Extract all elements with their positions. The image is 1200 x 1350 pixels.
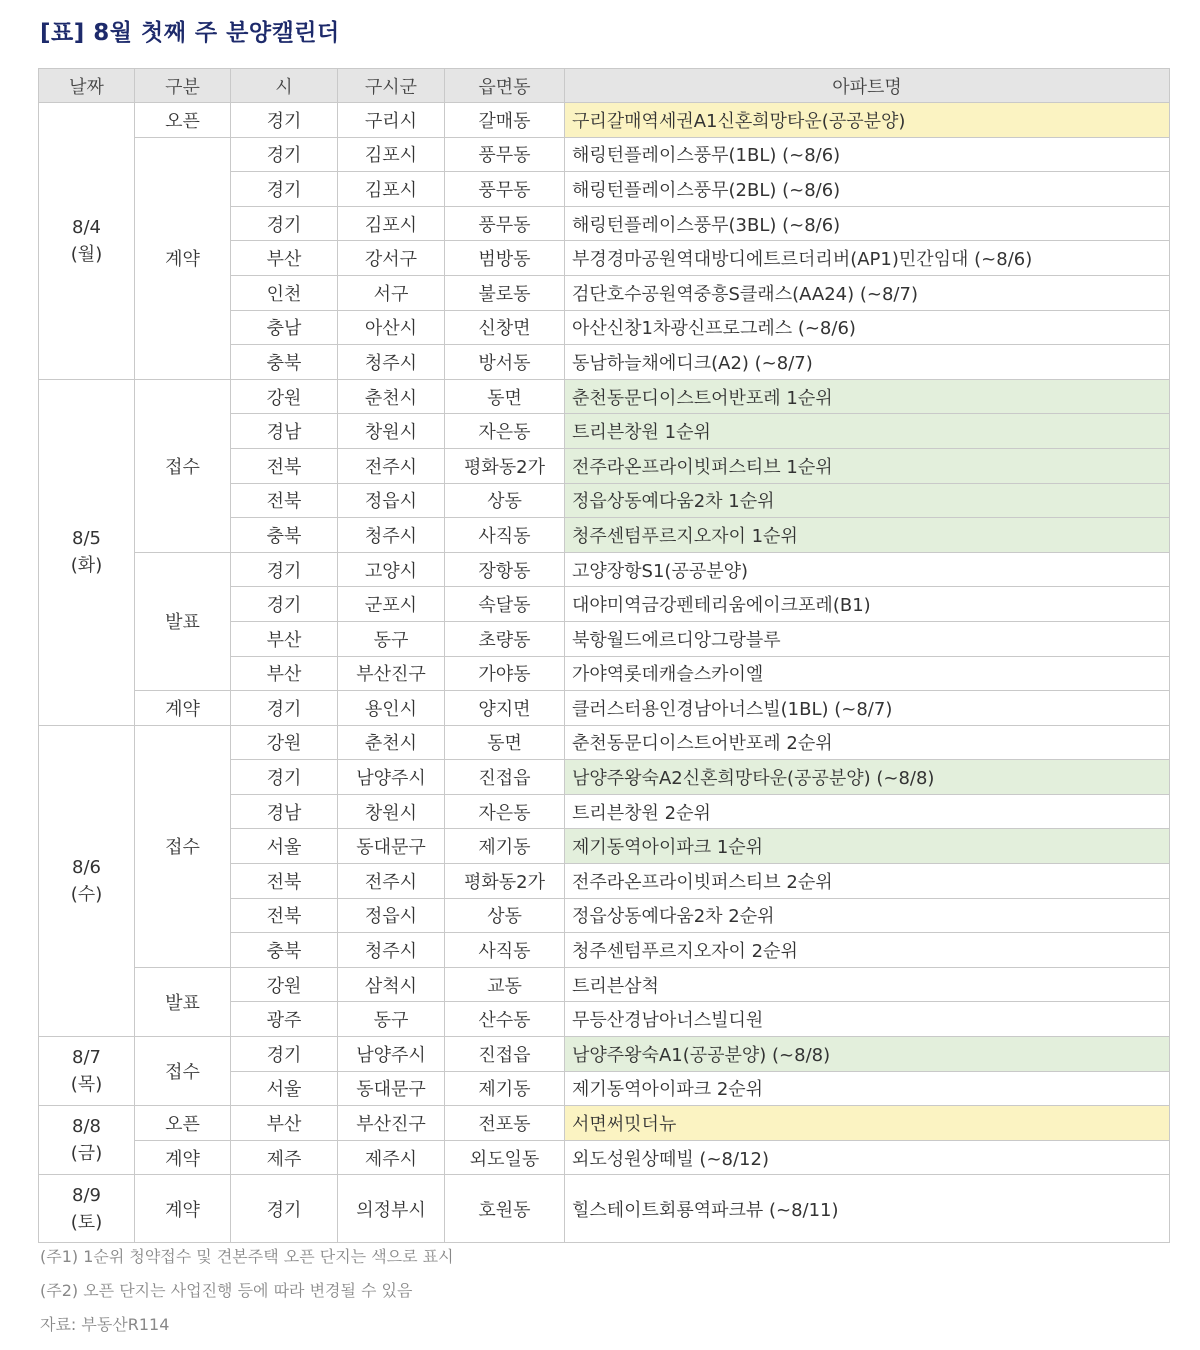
apartment-cell: 무등산경남아너스빌디원 bbox=[565, 1002, 1170, 1037]
table-row bbox=[39, 379, 1170, 414]
town-cell: 산수동 bbox=[445, 1002, 565, 1037]
district-cell: 정읍시 bbox=[338, 483, 445, 518]
date-cell: 8/6 (수) bbox=[39, 725, 135, 1036]
district-cell: 춘천시 bbox=[338, 379, 445, 414]
apartment-cell: 해링턴플레이스풍무(3BL) (~8/6) bbox=[565, 206, 1170, 241]
table-row bbox=[39, 1175, 1170, 1243]
type-cell: 접수 bbox=[135, 725, 231, 967]
apartment-cell: 청주센텀푸르지오자이 2순위 bbox=[565, 933, 1170, 968]
province-cell: 경기 bbox=[231, 206, 338, 241]
province-cell: 경기 bbox=[231, 760, 338, 795]
province-cell: 부산 bbox=[231, 1106, 338, 1141]
header-type: 구분 bbox=[135, 69, 231, 103]
district-cell: 고양시 bbox=[338, 552, 445, 587]
town-cell: 자은동 bbox=[445, 794, 565, 829]
district-cell: 동구 bbox=[338, 621, 445, 656]
province-cell: 제주 bbox=[231, 1140, 338, 1175]
apartment-cell: 정읍상동예다움2차 1순위 bbox=[565, 483, 1170, 518]
province-cell: 부산 bbox=[231, 621, 338, 656]
apartment-cell: 청주센텀푸르지오자이 1순위 bbox=[565, 518, 1170, 553]
district-cell: 서구 bbox=[338, 275, 445, 310]
apartment-cell: 서면써밋더뉴 bbox=[565, 1106, 1170, 1141]
type-cell: 계약 bbox=[135, 691, 231, 726]
apartment-cell: 힐스테이트회룡역파크뷰 (~8/11) bbox=[565, 1175, 1170, 1243]
province-cell: 광주 bbox=[231, 1002, 338, 1037]
table-title: [표] 8월 첫째 주 분양캘린더 bbox=[40, 20, 340, 46]
subscription-calendar-table bbox=[38, 68, 1170, 1243]
province-cell: 서울 bbox=[231, 1071, 338, 1106]
table-row bbox=[39, 1140, 1170, 1175]
district-cell: 정읍시 bbox=[338, 898, 445, 933]
apartment-cell: 해링턴플레이스풍무(2BL) (~8/6) bbox=[565, 172, 1170, 207]
town-cell: 자은동 bbox=[445, 414, 565, 449]
header-town: 읍면동 bbox=[445, 69, 565, 103]
province-cell: 전북 bbox=[231, 898, 338, 933]
type-cell: 접수 bbox=[135, 379, 231, 552]
district-cell: 제주시 bbox=[338, 1140, 445, 1175]
apartment-cell: 제기동역아이파크 2순위 bbox=[565, 1071, 1170, 1106]
type-cell: 오픈 bbox=[135, 103, 231, 138]
town-cell: 불로동 bbox=[445, 275, 565, 310]
apartment-cell: 전주라온프라이빗퍼스티브 1순위 bbox=[565, 448, 1170, 483]
footnotes bbox=[40, 1240, 454, 1342]
footnote-1: (주1) 1순위 청약접수 및 견본주택 오픈 단지는 색으로 표시 bbox=[40, 1247, 454, 1266]
district-cell: 군포시 bbox=[338, 587, 445, 622]
apartment-cell: 외도성원상떼빌 (~8/12) bbox=[565, 1140, 1170, 1175]
district-cell: 창원시 bbox=[338, 794, 445, 829]
table-row bbox=[39, 552, 1170, 587]
town-cell: 풍무동 bbox=[445, 137, 565, 172]
type-cell: 오픈 bbox=[135, 1106, 231, 1141]
district-cell: 전주시 bbox=[338, 864, 445, 899]
province-cell: 경기 bbox=[231, 1037, 338, 1072]
district-cell: 동대문구 bbox=[338, 1071, 445, 1106]
apartment-cell: 해링턴플레이스풍무(1BL) (~8/6) bbox=[565, 137, 1170, 172]
apartment-cell: 남양주왕숙A1(공공분양) (~8/8) bbox=[565, 1037, 1170, 1072]
district-cell: 구리시 bbox=[338, 103, 445, 138]
district-cell: 전주시 bbox=[338, 448, 445, 483]
province-cell: 경남 bbox=[231, 794, 338, 829]
province-cell: 부산 bbox=[231, 241, 338, 276]
apartment-cell: 검단호수공원역중흥S클래스(AA24) (~8/7) bbox=[565, 275, 1170, 310]
apartment-cell: 정읍상동예다움2차 2순위 bbox=[565, 898, 1170, 933]
date-cell: 8/8 (금) bbox=[39, 1106, 135, 1175]
district-cell: 춘천시 bbox=[338, 725, 445, 760]
apartment-cell: 부경경마공원역대방디에트르더리버(AP1)민간임대 (~8/6) bbox=[565, 241, 1170, 276]
date-cell: 8/9 (토) bbox=[39, 1175, 135, 1243]
province-cell: 서울 bbox=[231, 829, 338, 864]
province-cell: 강원 bbox=[231, 725, 338, 760]
district-cell: 아산시 bbox=[338, 310, 445, 345]
town-cell: 동면 bbox=[445, 379, 565, 414]
apartment-cell: 제기동역아이파크 1순위 bbox=[565, 829, 1170, 864]
date-cell: 8/7 (목) bbox=[39, 1037, 135, 1106]
apartment-cell: 동남하늘채에디크(A2) (~8/7) bbox=[565, 345, 1170, 380]
apartment-cell: 가야역롯데캐슬스카이엘 bbox=[565, 656, 1170, 691]
town-cell: 초량동 bbox=[445, 621, 565, 656]
town-cell: 제기동 bbox=[445, 829, 565, 864]
town-cell: 사직동 bbox=[445, 518, 565, 553]
type-cell: 계약 bbox=[135, 137, 231, 379]
district-cell: 동대문구 bbox=[338, 829, 445, 864]
town-cell: 속달동 bbox=[445, 587, 565, 622]
district-cell: 강서구 bbox=[338, 241, 445, 276]
town-cell: 평화동2가 bbox=[445, 448, 565, 483]
province-cell: 충북 bbox=[231, 518, 338, 553]
apartment-cell: 북항월드에르디앙그랑블루 bbox=[565, 621, 1170, 656]
district-cell: 청주시 bbox=[338, 345, 445, 380]
district-cell: 남양주시 bbox=[338, 760, 445, 795]
province-cell: 경기 bbox=[231, 587, 338, 622]
province-cell: 전북 bbox=[231, 448, 338, 483]
apartment-cell: 클러스터용인경남아너스빌(1BL) (~8/7) bbox=[565, 691, 1170, 726]
province-cell: 전북 bbox=[231, 483, 338, 518]
town-cell: 상동 bbox=[445, 483, 565, 518]
apartment-cell: 춘천동문디이스트어반포레 1순위 bbox=[565, 379, 1170, 414]
header-district: 구시군 bbox=[338, 69, 445, 103]
town-cell: 범방동 bbox=[445, 241, 565, 276]
province-cell: 경기 bbox=[231, 691, 338, 726]
town-cell: 교동 bbox=[445, 967, 565, 1002]
table-row bbox=[39, 1106, 1170, 1141]
town-cell: 전포동 bbox=[445, 1106, 565, 1141]
province-cell: 부산 bbox=[231, 656, 338, 691]
district-cell: 부산진구 bbox=[338, 656, 445, 691]
province-cell: 경남 bbox=[231, 414, 338, 449]
apartment-cell: 구리갈매역세권A1신혼희망타운(공공분양) bbox=[565, 103, 1170, 138]
district-cell: 김포시 bbox=[338, 206, 445, 241]
town-cell: 풍무동 bbox=[445, 206, 565, 241]
type-cell: 발표 bbox=[135, 967, 231, 1036]
table-row bbox=[39, 137, 1170, 172]
district-cell: 청주시 bbox=[338, 518, 445, 553]
province-cell: 경기 bbox=[231, 552, 338, 587]
apartment-cell: 전주라온프라이빗퍼스티브 2순위 bbox=[565, 864, 1170, 899]
province-cell: 전북 bbox=[231, 864, 338, 899]
table-row bbox=[39, 1037, 1170, 1072]
town-cell: 동면 bbox=[445, 725, 565, 760]
district-cell: 동구 bbox=[338, 1002, 445, 1037]
district-cell: 용인시 bbox=[338, 691, 445, 726]
header-province: 시 bbox=[231, 69, 338, 103]
town-cell: 상동 bbox=[445, 898, 565, 933]
footnote-2: (주2) 오픈 단지는 사업진행 등에 따라 변경될 수 있음 bbox=[40, 1281, 413, 1300]
district-cell: 창원시 bbox=[338, 414, 445, 449]
town-cell: 외도일동 bbox=[445, 1140, 565, 1175]
table-row bbox=[39, 103, 1170, 138]
date-cell: 8/5 (화) bbox=[39, 379, 135, 725]
province-cell: 충남 bbox=[231, 310, 338, 345]
district-cell: 김포시 bbox=[338, 137, 445, 172]
apartment-cell: 남양주왕숙A2신혼희망타운(공공분양) (~8/8) bbox=[565, 760, 1170, 795]
table-header-row bbox=[39, 69, 1170, 103]
type-cell: 발표 bbox=[135, 552, 231, 690]
apartment-cell: 트리븐창원 1순위 bbox=[565, 414, 1170, 449]
header-date: 날짜 bbox=[39, 69, 135, 103]
type-cell: 계약 bbox=[135, 1175, 231, 1243]
province-cell: 경기 bbox=[231, 1175, 338, 1243]
town-cell: 장항동 bbox=[445, 552, 565, 587]
town-cell: 풍무동 bbox=[445, 172, 565, 207]
province-cell: 경기 bbox=[231, 172, 338, 207]
town-cell: 평화동2가 bbox=[445, 864, 565, 899]
apartment-cell: 춘천동문디이스트어반포레 2순위 bbox=[565, 725, 1170, 760]
table-row bbox=[39, 967, 1170, 1002]
town-cell: 제기동 bbox=[445, 1071, 565, 1106]
town-cell: 사직동 bbox=[445, 933, 565, 968]
apartment-cell: 고양장항S1(공공분양) bbox=[565, 552, 1170, 587]
apartment-cell: 대야미역금강펜테리움에이크포레(B1) bbox=[565, 587, 1170, 622]
district-cell: 남양주시 bbox=[338, 1037, 445, 1072]
type-cell: 접수 bbox=[135, 1037, 231, 1106]
town-cell: 방서동 bbox=[445, 345, 565, 380]
district-cell: 청주시 bbox=[338, 933, 445, 968]
province-cell: 강원 bbox=[231, 379, 338, 414]
header-apartment: 아파트명 bbox=[565, 69, 1170, 103]
apartment-cell: 트리븐삼척 bbox=[565, 967, 1170, 1002]
type-cell: 계약 bbox=[135, 1140, 231, 1175]
province-cell: 강원 bbox=[231, 967, 338, 1002]
province-cell: 충북 bbox=[231, 933, 338, 968]
district-cell: 김포시 bbox=[338, 172, 445, 207]
town-cell: 신창면 bbox=[445, 310, 565, 345]
table-body bbox=[39, 103, 1170, 1243]
town-cell: 갈매동 bbox=[445, 103, 565, 138]
source-note: 자료: 부동산R114 bbox=[40, 1315, 170, 1334]
town-cell: 양지면 bbox=[445, 691, 565, 726]
town-cell: 호원동 bbox=[445, 1175, 565, 1243]
province-cell: 경기 bbox=[231, 137, 338, 172]
table-row bbox=[39, 725, 1170, 760]
date-cell: 8/4 (월) bbox=[39, 103, 135, 380]
table-row bbox=[39, 691, 1170, 726]
town-cell: 가야동 bbox=[445, 656, 565, 691]
district-cell: 의정부시 bbox=[338, 1175, 445, 1243]
town-cell: 진접읍 bbox=[445, 760, 565, 795]
apartment-cell: 트리븐창원 2순위 bbox=[565, 794, 1170, 829]
province-cell: 경기 bbox=[231, 103, 338, 138]
district-cell: 삼척시 bbox=[338, 967, 445, 1002]
district-cell: 부산진구 bbox=[338, 1106, 445, 1141]
town-cell: 진접읍 bbox=[445, 1037, 565, 1072]
apartment-cell: 아산신창1차광신프로그레스 (~8/6) bbox=[565, 310, 1170, 345]
province-cell: 인천 bbox=[231, 275, 338, 310]
province-cell: 충북 bbox=[231, 345, 338, 380]
